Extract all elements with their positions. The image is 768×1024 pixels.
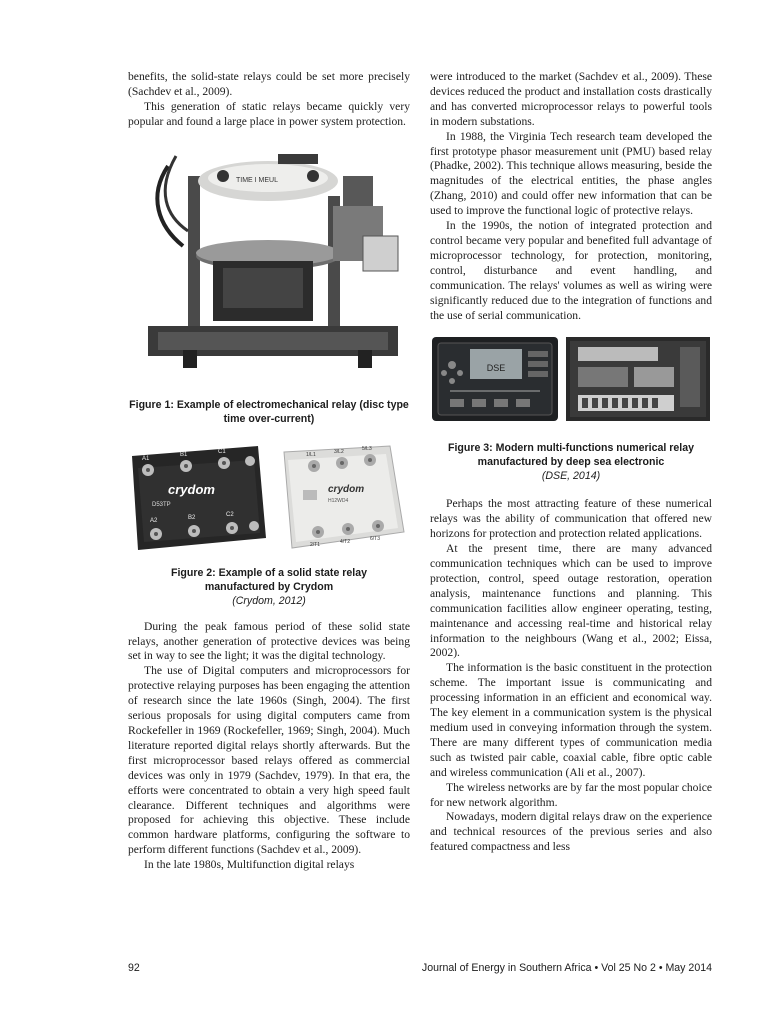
figure-2-title: Figure 2: Example of a solid state relay manufactured by Crydom bbox=[170, 566, 368, 593]
terminal-3l2: 3/L2 bbox=[334, 448, 344, 455]
right-column bbox=[430, 70, 712, 855]
paragraph: The wireless networks are by far the most popular choice for new network algorithm. bbox=[430, 780, 712, 809]
paragraph: This generation of static relays became quickly very popular and found a large place in power system protection. bbox=[128, 99, 410, 128]
paragraph: The use of Digital computers and microprocessors for protective relaying purposes has been engaging the attention of research since the late 1960s (Singh, 2004). The first serious proposals for using digital computers came from Rockefeller in 1969 (Rockefeller, 1969; Singh, 2004). Much literature reported digital relays shortly afterwards. But the first microprocessor based relays offered as commercial devices was only in 1979 (Sachdev, 1979). In that era, the efforts were concentrated to obtain a very high speed fault clearance. Different techniques and algorithms were proposed for achieving this objective. These include common hardware platforms, configuring the software to perform different functions (Sachdev et al., 2009). bbox=[128, 664, 410, 857]
terminal-5l3: 5/L3 bbox=[362, 445, 372, 452]
figure-2 bbox=[128, 438, 410, 608]
terminal-1l1: 1/L1 bbox=[306, 451, 316, 458]
figure-3-caption bbox=[430, 441, 712, 483]
terminal-c2: C2 bbox=[226, 511, 234, 518]
figure-2-caption bbox=[128, 566, 410, 608]
paragraph: Perhaps the most attracting feature of these numerical relays was the ability of communication that offered new horizons for protection and protection related applications. bbox=[430, 497, 712, 541]
electromechanical-relay-photo bbox=[128, 136, 410, 378]
paragraph: In the 1990s, the notion of integrated protection and control became very popular and benefited full advantage of microprocessor technology, for protection, monitoring, control, disturbance and event handling, and communication. The relays' volumes as well as wiring were significantly reduced due to the integration of functions and the use of serial communication. bbox=[430, 219, 712, 322]
page-number: 92 bbox=[128, 962, 140, 974]
figure-3-source: (DSE, 2014) bbox=[541, 470, 601, 483]
terminal-c1: C1 bbox=[218, 448, 226, 455]
left-column bbox=[128, 70, 410, 873]
terminal-a2: A2 bbox=[150, 517, 158, 524]
screen-text: DSE bbox=[486, 363, 506, 374]
figure-2-source: (Crydom, 2012) bbox=[232, 594, 306, 607]
numerical-relay-photo bbox=[430, 335, 712, 425]
plate-text: TIME I MEUL bbox=[236, 176, 279, 184]
left-body-bottom bbox=[128, 620, 410, 873]
paragraph: In the late 1980s, Multifunction digital relays bbox=[144, 858, 355, 872]
terminal-4t2: 4/T2 bbox=[340, 538, 351, 545]
right-body-bottom bbox=[430, 497, 712, 855]
paragraph: Nowadays, modern digital relays draw on the experience and technical resources of the previous series and also featured compactness and less bbox=[430, 810, 712, 854]
figure-1 bbox=[128, 136, 410, 426]
terminal-6t3: 6/T3 bbox=[370, 535, 381, 542]
journal-citation: Journal of Energy in Southern Africa • Vol 25 No 2 • May 2014 bbox=[421, 962, 712, 974]
terminal-b2: B2 bbox=[188, 514, 196, 521]
paragraph: At the present time, there are many advanced communication techniques which can be used to improve protection, control, speed outage restoration, operation analysis, maintenance functions and planning. This communication facilities allow engineer operating, testing, maintenance and accessing real-time and historical relay information to the neighbours (Wang et al., 2002; Eissa, 2002). bbox=[430, 542, 712, 660]
figure-1-caption bbox=[128, 398, 410, 426]
terminal-a1: A1 bbox=[142, 455, 150, 462]
model-right: H12WD4 bbox=[328, 497, 349, 504]
terminal-2t1: 2/T1 bbox=[310, 541, 321, 548]
solid-state-relay-photo bbox=[128, 438, 410, 558]
terminal-b1: B1 bbox=[180, 451, 188, 458]
paragraph: benefits, the solid-state relays could be set more precisely (Sachdev et al., 2009). bbox=[128, 70, 410, 98]
figure-1-title: Figure 1: Example of electromechanical relay (disc type time over-current) bbox=[129, 398, 409, 425]
paragraph: In 1988, the Virginia Tech research team developed the first prototype phasor measurement unit (PMU) based relay (Phadke, 2002). This technique allows measuring, beside the magnitudes of the electrical entities, the phase angles (Zhang, 2010) and could offer new information that can be used to improve the functional logic of protective relays. bbox=[430, 129, 712, 218]
model-left: D53TP bbox=[152, 501, 171, 508]
brand-right: crydom bbox=[328, 483, 365, 495]
paragraph: During the peak famous period of these solid state relays, another generation of protective devices was being set in way to see the light; it was the digital technology. bbox=[128, 619, 410, 663]
figure-3 bbox=[430, 335, 712, 483]
paragraph: The information is the basic constituent in the protection scheme. The important issue is communicating and processing information in an efficient and economical way. The key element in a communication system is the physical medium used in conveying information through the system. There are many different types of communication media such as twisted pair cable, coaxial cable, fibre optic cable and wireless communication (Ali et al., 2007). bbox=[430, 661, 712, 779]
paragraph: were introduced to the market (Sachdev et al., 2009). These devices reduced the product and installation costs drastically and has converted microprocessor relays to powerful tools in modern substations. bbox=[430, 70, 712, 128]
figure-3-title: Figure 3: Modern multi-functions numerical relay manufactured by deep sea electronic bbox=[447, 442, 695, 469]
brand-left: crydom bbox=[168, 481, 215, 497]
